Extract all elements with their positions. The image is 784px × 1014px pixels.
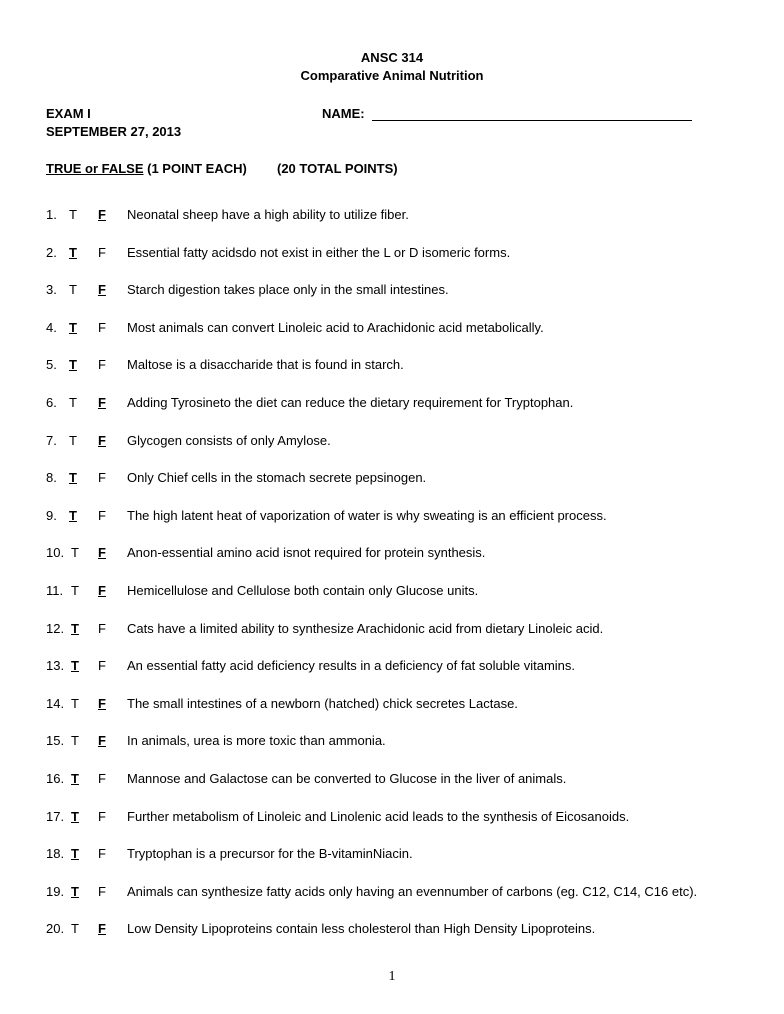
question-row <box>46 884 766 922</box>
question-statement: The high latent heat of vaporization of water is why sweating is an efficient process. <box>127 507 607 523</box>
question-row <box>46 696 766 734</box>
false-option[interactable]: F <box>98 470 106 486</box>
question-statement: Adding Tyrosineto the diet can reduce the dietary requirement for Tryptophan. <box>127 394 574 410</box>
question-row <box>46 846 766 884</box>
question-number: 8. <box>46 470 57 486</box>
question-statement: An essential fatty acid deficiency results in a deficiency of fat soluble vitamins. <box>127 658 575 674</box>
question-statement: The small intestines of a newborn (hatched) chick secretes Lactase. <box>127 695 518 711</box>
question-number: 1. <box>46 207 57 222</box>
false-option[interactable]: F <box>98 545 106 561</box>
points-each: (1 POINT EACH) <box>147 161 247 176</box>
name-label: NAME: <box>322 106 365 121</box>
true-option[interactable]: T <box>71 770 79 786</box>
true-option[interactable]: T <box>71 582 79 598</box>
true-option[interactable]: T <box>69 357 77 373</box>
question-statement: Animals can synthesize fatty acids only having an evennumber of carbons (eg. C12, C14, C16 etc). <box>127 883 698 899</box>
false-option[interactable]: F <box>98 620 106 636</box>
false-option[interactable]: F <box>98 733 106 749</box>
true-option[interactable]: T <box>71 921 79 937</box>
question-row <box>46 470 766 508</box>
question-statement: In animals, urea is more toxic than ammonia. <box>127 733 386 749</box>
course-code: ANSC 314 <box>360 50 424 65</box>
question-number: 9. <box>46 507 57 523</box>
question-row <box>46 658 766 696</box>
question-row <box>46 395 766 433</box>
question-statement: Further metabolism of Linoleic and Linolenic acid leads to the synthesis of Eicosanoids. <box>127 808 630 824</box>
exam-date: SEPTEMBER 27, 2013 <box>46 124 182 139</box>
course-title: Comparative Animal Nutrition <box>300 68 484 83</box>
question-row <box>46 320 766 358</box>
question-number: 11. <box>46 582 64 598</box>
question-statement: Neonatal sheep have a high ability to utilize fiber. <box>127 207 409 222</box>
false-option[interactable]: F <box>98 432 106 448</box>
true-option[interactable]: T <box>69 507 77 523</box>
false-option[interactable]: F <box>98 921 106 937</box>
question-row <box>46 357 766 395</box>
question-row <box>46 545 766 583</box>
name-blank-line[interactable] <box>372 120 692 121</box>
question-row <box>46 771 766 809</box>
question-number: 6. <box>46 394 57 410</box>
true-option[interactable]: T <box>71 846 79 862</box>
question-statement: Glycogen consists of only Amylose. <box>127 432 331 448</box>
question-statement: Hemicellulose and Cellulose both contain only Glucose units. <box>127 582 479 598</box>
question-statement: Only Chief cells in the stomach secrete pepsinogen. <box>127 470 427 486</box>
true-option[interactable]: T <box>71 695 79 711</box>
question-row <box>46 282 766 320</box>
false-option[interactable]: F <box>98 883 106 899</box>
question-row <box>46 809 766 847</box>
false-option[interactable]: F <box>98 846 106 862</box>
question-number: 19. <box>46 883 65 899</box>
question-number: 14. <box>46 695 65 711</box>
false-option[interactable]: F <box>98 357 106 373</box>
question-statement: Maltose is a disaccharide that is found in starch. <box>127 357 404 373</box>
question-row <box>46 433 766 471</box>
false-option[interactable]: F <box>98 582 106 598</box>
true-option[interactable]: T <box>69 394 77 410</box>
false-option[interactable]: F <box>98 658 106 674</box>
question-number: 18. <box>46 846 65 862</box>
question-number: 4. <box>46 319 57 335</box>
true-option[interactable]: T <box>71 620 79 636</box>
question-number: 2. <box>46 244 57 260</box>
question-statement: Anon-essential amino acid isnot required for protein synthesis. <box>127 545 486 561</box>
question-row <box>46 921 766 959</box>
question-number: 20. <box>46 921 65 937</box>
false-option[interactable]: F <box>98 282 106 298</box>
false-option[interactable]: F <box>98 695 106 711</box>
question-row <box>46 207 766 245</box>
exam-label: EXAM I <box>46 106 91 121</box>
true-option[interactable]: T <box>69 470 77 486</box>
question-statement: Low Density Lipoproteins contain less cholesterol than High Density Lipoproteins. <box>127 921 596 937</box>
false-option[interactable]: F <box>98 207 106 222</box>
question-row <box>46 733 766 771</box>
false-option[interactable]: F <box>98 394 106 410</box>
true-option[interactable]: T <box>69 244 77 260</box>
question-statement: Essential fatty acidsdo not exist in either the L or D isomeric forms. <box>127 244 511 260</box>
question-list <box>46 207 766 959</box>
true-option[interactable]: T <box>69 282 77 298</box>
false-option[interactable]: F <box>98 507 106 523</box>
question-row <box>46 583 766 621</box>
question-number: 3. <box>46 282 57 298</box>
true-option[interactable]: T <box>71 733 79 749</box>
question-number: 7. <box>46 432 57 448</box>
page-number: 1 <box>388 969 396 984</box>
total-points: (20 TOTAL POINTS) <box>277 161 398 176</box>
question-row <box>46 508 766 546</box>
false-option[interactable]: F <box>98 319 106 335</box>
false-option[interactable]: F <box>98 808 106 824</box>
true-option[interactable]: T <box>71 658 79 674</box>
question-number: 5. <box>46 357 57 373</box>
question-statement: Starch digestion takes place only in the small intestines. <box>127 282 449 298</box>
false-option[interactable]: F <box>98 770 106 786</box>
question-number: 15. <box>46 733 65 749</box>
true-option[interactable]: T <box>71 883 79 899</box>
true-option[interactable]: T <box>69 432 77 448</box>
false-option[interactable]: F <box>98 244 106 260</box>
question-number: 13. <box>46 658 65 674</box>
question-number: 17. <box>46 808 65 824</box>
question-statement: Cats have a limited ability to synthesize Arachidonic acid from dietary Linoleic acid. <box>127 620 604 636</box>
true-option[interactable]: T <box>71 545 79 561</box>
question-row <box>46 621 766 659</box>
section-title: TRUE or FALSE <box>46 161 144 176</box>
true-option[interactable]: T <box>69 207 77 222</box>
question-number: 16. <box>46 770 65 786</box>
true-option[interactable]: T <box>69 319 77 335</box>
question-number: 10. <box>46 545 65 561</box>
question-row <box>46 245 766 283</box>
question-statement: Most animals can convert Linoleic acid to Arachidonic acid metabolically. <box>127 319 544 335</box>
question-number: 12. <box>46 620 65 636</box>
section-heading <box>46 161 398 176</box>
true-option[interactable]: T <box>71 808 79 824</box>
question-statement: Mannose and Galactose can be converted to Glucose in the liver of animals. <box>127 770 567 786</box>
question-statement: Tryptophan is a precursor for the B-vitaminNiacin. <box>127 846 413 862</box>
